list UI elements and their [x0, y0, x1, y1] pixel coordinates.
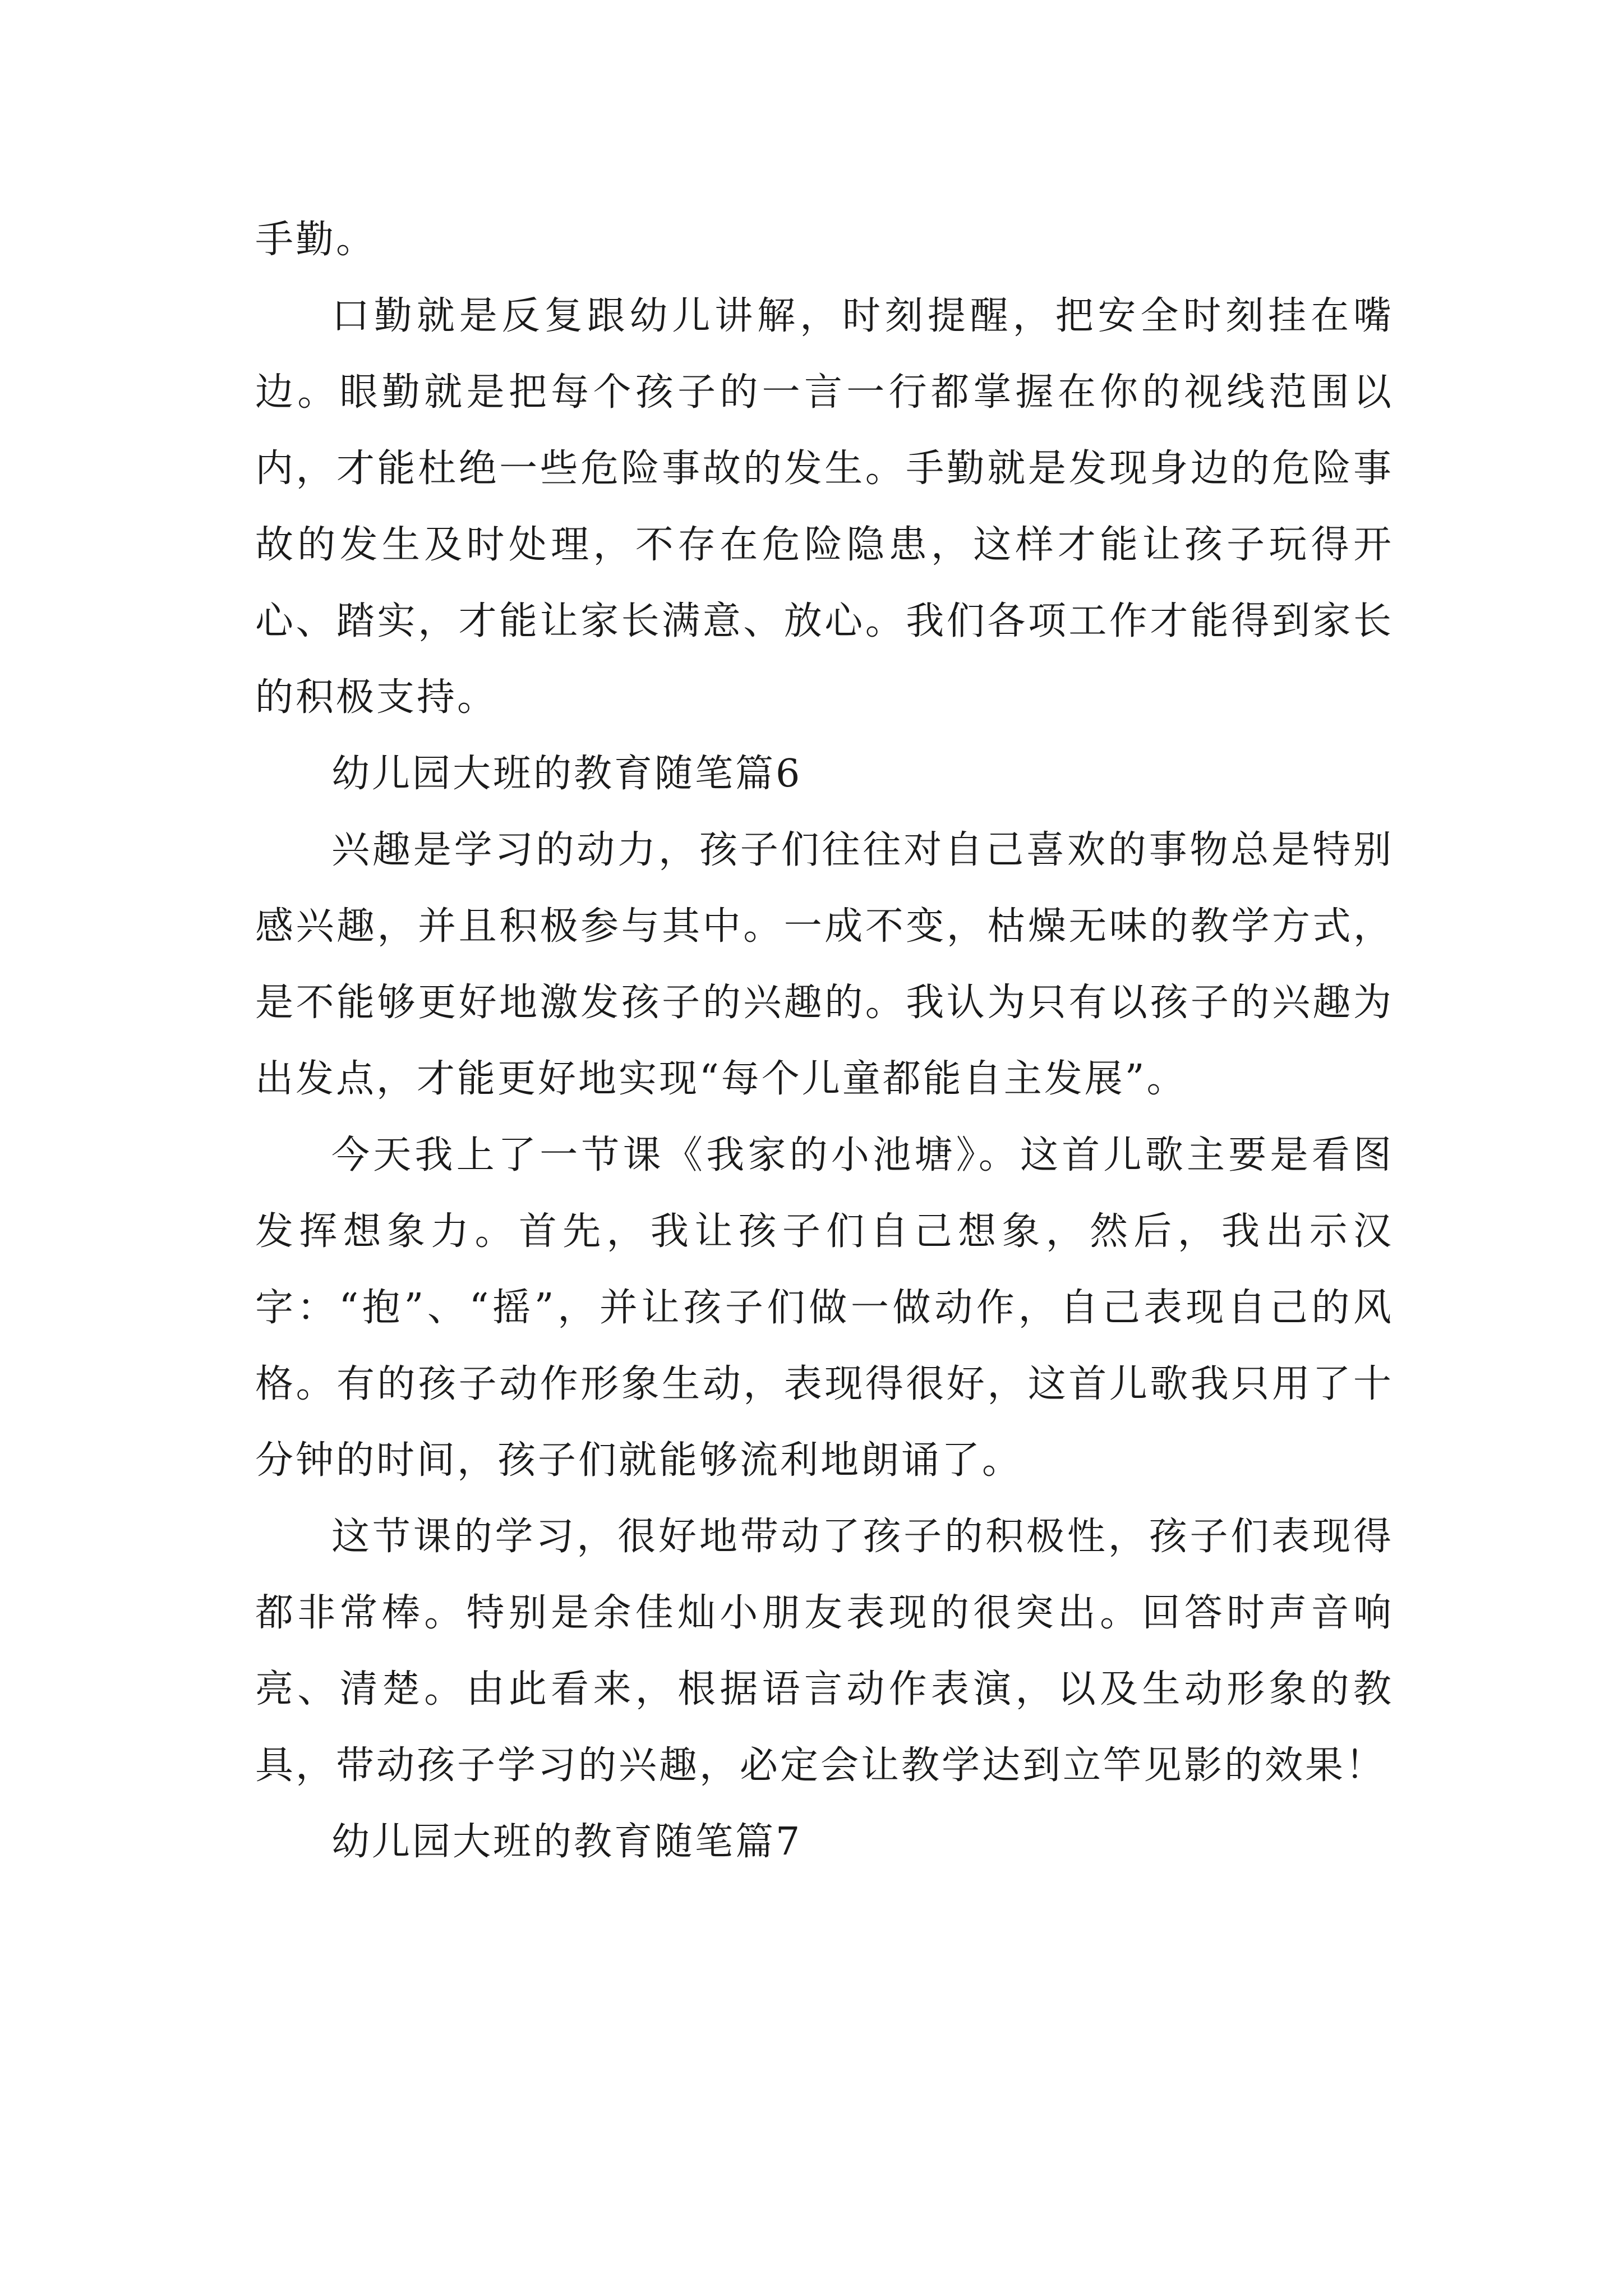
body-paragraph: 这节课的学习，很好地带动了孩子的积极性，孩子们表现得都非常棒。特别是余佳灿小朋友表现的很突出。回答时声音响亮、清楚。由此看来，根据语言动作表演，以及生动形象的教具，带动孩子学习的兴趣，必定会让教学达到立竿见影的效果！ [255, 1515, 1394, 1788]
body-paragraph: 兴趣是学习的动力，孩子们往往对自己喜欢的事物总是特别感兴趣，并且积极参与其中。一成不变，枯燥无味的教学方式，是不能够更好地激发孩子的兴趣的。我认为只有以孩子的兴趣为出发点，才能更好地实现“每个儿童都能自主发展”。 [255, 828, 1394, 1101]
body-paragraph: 口勤就是反复跟幼儿讲解，时刻提醒，把安全时刻挂在嘴边。眼勤就是把每个孩子的一言一行都掌握在你的视线范围以内，才能杜绝一些危险事故的发生。手勤就是发现身边的危险事故的发生及时处理，不存在危险隐患，这样才能让孩子玩得开心、踏实，才能让家长满意、放心。我们各项工作才能得到家长的积极支持。 [255, 294, 1394, 720]
continuation-paragraph: 手勤。 [255, 218, 377, 262]
section-heading: 幼儿园大班的教育随笔篇7 [331, 1820, 803, 1864]
body-paragraph: 今天我上了一节课《我家的小池塘》。这首儿歌主要是看图发挥想象力。首先，我让孩子们自己想象，然后，我出示汉字：“抱”、“摇”，并让孩子们做一做动作，自己表现自己的风格。有的孩子动作形象生动，表现得很好，这首儿歌我只用了十分钟的时间，孩子们就能够流利地朗诵了。 [255, 1133, 1394, 1483]
document-body [255, 202, 1394, 1880]
section-heading: 幼儿园大班的教育随笔篇6 [331, 752, 803, 796]
